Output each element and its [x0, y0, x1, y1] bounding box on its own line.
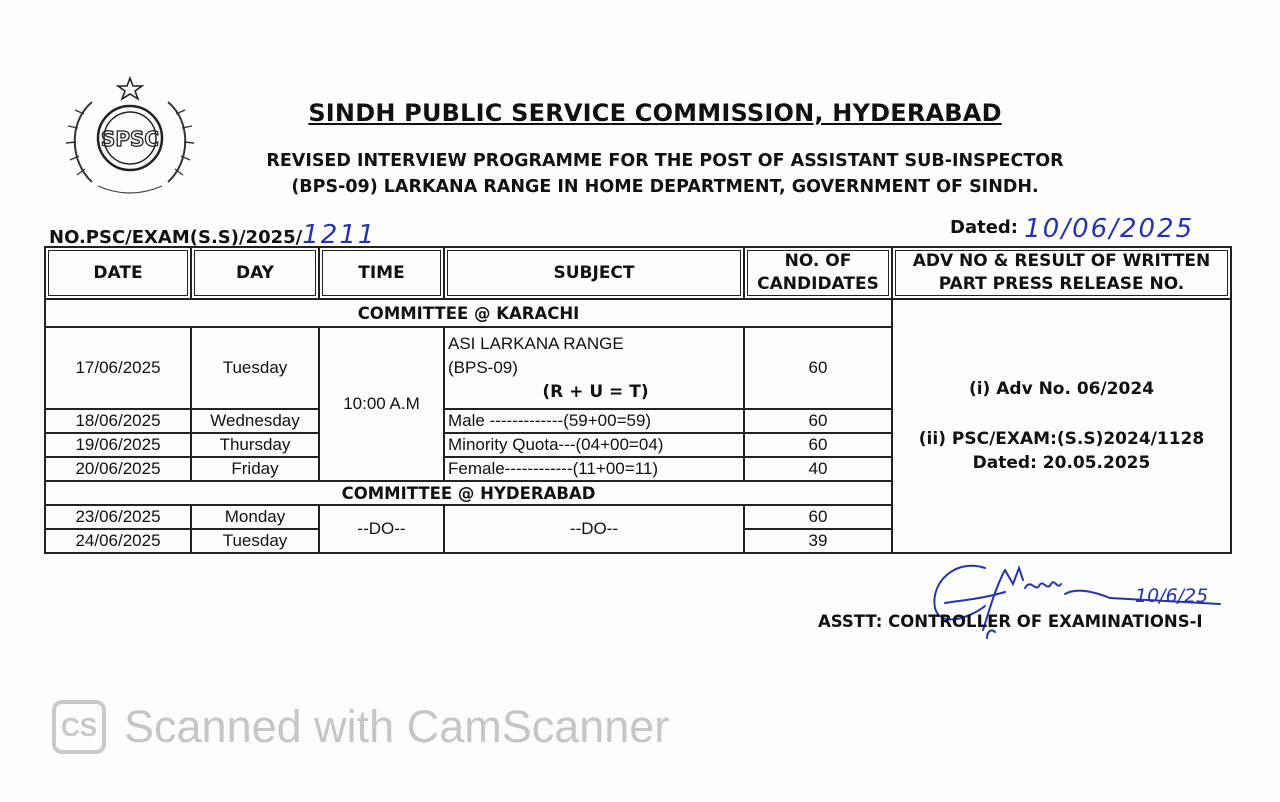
handwritten-reference-number: 1211	[302, 220, 377, 250]
committee-hyderabad-label: COMMITTEE @ HYDERABAD	[45, 481, 892, 505]
subject-female: Female------------(11+00=11)	[444, 457, 744, 481]
row-day: Thursday	[191, 433, 319, 457]
row-day: Tuesday	[191, 327, 319, 409]
handwritten-signature	[925, 558, 1225, 648]
subject-formula: (R + U = T)	[542, 382, 649, 402]
header-adv-no: ADV NO & RESULT OF WRITTEN PART PRESS RELEASE NO.	[892, 247, 1231, 299]
row-date: 23/06/2025	[45, 505, 191, 529]
hyderabad-time: --DO--	[319, 505, 444, 553]
row-day: Wednesday	[191, 409, 319, 433]
row-day: Friday	[191, 457, 319, 481]
row-candidates: 60	[744, 327, 892, 409]
row-candidates: 60	[744, 409, 892, 433]
row-candidates: 40	[744, 457, 892, 481]
document-date	[950, 214, 1194, 244]
subtitle-line-1: REVISED INTERVIEW PROGRAMME FOR THE POST OF ASSISTANT SUB-INSPECTOR	[266, 151, 1064, 171]
press-release-date: Dated: 20.05.2025	[972, 453, 1151, 473]
subject-male: Male -------------(59+00=59)	[444, 409, 744, 433]
document-subtitle	[170, 148, 1160, 200]
subject-minority: Minority Quota---(04+00=04)	[444, 433, 744, 457]
row-day: Tuesday	[191, 529, 319, 553]
reference-prefix: NO.PSC/EXAM(S.S)/2025/	[49, 227, 303, 248]
logo-lettering: SPSC	[100, 127, 160, 151]
adv-number: (i) Adv No. 06/2024	[968, 379, 1155, 399]
committee-karachi-label: COMMITTEE @ KARACHI	[45, 299, 892, 327]
header-subject: SUBJECT	[444, 247, 744, 299]
organization-title: SINDH PUBLIC SERVICE COMMISSION, HYDERABAD	[308, 99, 1002, 127]
committee-karachi-row	[45, 299, 1231, 327]
karachi-time: 10:00 A.M	[319, 327, 444, 481]
camscanner-watermark	[52, 700, 669, 754]
row-date: 17/06/2025	[45, 327, 191, 409]
subject-post	[444, 327, 744, 409]
header-time: TIME	[319, 247, 444, 299]
row-candidates: 60	[744, 433, 892, 457]
signatory-designation: ASSTT: CONTROLLER OF EXAMINATIONS-I	[818, 612, 1203, 631]
subject-line-2: (BPS-09)	[448, 358, 518, 377]
press-release-number: (ii) PSC/EXAM:(S.S)2024/1128	[918, 429, 1205, 449]
subtitle-line-2: (BPS-09) LARKANA RANGE IN HOME DEPARTMENT, GOVERNMENT OF SINDH.	[291, 177, 1039, 197]
subject-line-1: ASI LARKANA RANGE	[448, 334, 624, 353]
row-candidates: 39	[744, 529, 892, 553]
header-day: DAY	[191, 247, 319, 299]
header-candidates: NO. OF CANDIDATES	[744, 247, 892, 299]
handwritten-date: 10/06/2025	[1024, 214, 1195, 244]
row-date: 20/06/2025	[45, 457, 191, 481]
watermark-text: Scanned with CamScanner	[124, 701, 670, 752]
adv-no-cell	[892, 299, 1231, 553]
interview-schedule-table	[44, 246, 1232, 554]
row-date: 24/06/2025	[45, 529, 191, 553]
row-day: Monday	[191, 505, 319, 529]
row-date: 19/06/2025	[45, 433, 191, 457]
hyderabad-subject: --DO--	[444, 505, 744, 553]
row-date: 18/06/2025	[45, 409, 191, 433]
header-date: DATE	[45, 247, 191, 299]
signature-date: 10/6/25	[1135, 585, 1209, 607]
date-label: Dated:	[950, 217, 1018, 238]
table-header-row	[45, 247, 1231, 299]
camscanner-logo-icon: CS	[52, 700, 106, 754]
row-candidates: 60	[744, 505, 892, 529]
